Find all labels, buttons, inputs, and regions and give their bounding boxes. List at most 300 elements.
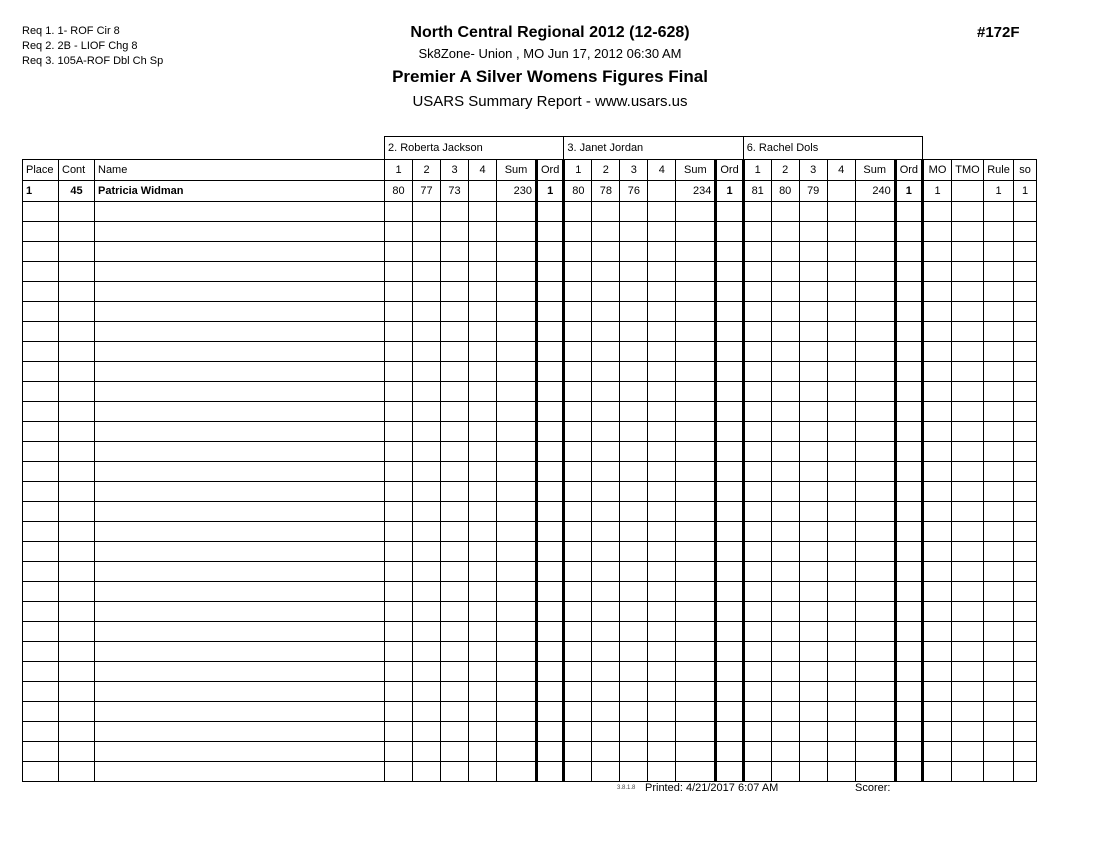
score-cell [564, 402, 592, 422]
ord-cell [716, 242, 743, 262]
score-cell [413, 262, 441, 282]
score-cell [469, 762, 497, 782]
ord-cell [537, 262, 564, 282]
cont-cell [59, 422, 95, 442]
score-cell [827, 562, 855, 582]
sum-cell [497, 222, 537, 242]
score-cell [385, 482, 413, 502]
score-cell [620, 682, 648, 702]
ord-cell [716, 382, 743, 402]
so-cell [1014, 282, 1037, 302]
score-cell [799, 642, 827, 662]
column-header: Ord [895, 160, 922, 181]
ord-cell [716, 762, 743, 782]
score-cell [620, 662, 648, 682]
score-cell [469, 362, 497, 382]
place-cell [23, 642, 59, 662]
sum-cell [676, 422, 716, 442]
score-cell [799, 342, 827, 362]
place-cell [23, 562, 59, 582]
score-cell [799, 662, 827, 682]
score-cell [827, 482, 855, 502]
ord-cell [895, 522, 922, 542]
score-cell [441, 302, 469, 322]
sum-cell [497, 542, 537, 562]
rule-cell [984, 242, 1014, 262]
score-cell [743, 762, 771, 782]
sum-cell [855, 762, 895, 782]
mo-cell [923, 262, 952, 282]
sum-cell [497, 462, 537, 482]
score-cell [469, 302, 497, 322]
judge-band-spacer-right [923, 137, 1037, 160]
score-cell [469, 502, 497, 522]
score-cell [413, 742, 441, 762]
score-cell [827, 742, 855, 762]
tmo-cell [952, 322, 984, 342]
score-cell [441, 562, 469, 582]
sum-cell [855, 382, 895, 402]
score-cell [592, 322, 620, 342]
mo-cell [923, 582, 952, 602]
score-cell [827, 522, 855, 542]
place-cell [23, 622, 59, 642]
so-cell [1014, 642, 1037, 662]
ord-cell [895, 282, 922, 302]
score-cell [385, 262, 413, 282]
ord-cell [537, 622, 564, 642]
score-cell [743, 622, 771, 642]
score-cell [648, 582, 676, 602]
score-cell [827, 542, 855, 562]
ord-cell [537, 742, 564, 762]
score-cell [648, 202, 676, 222]
name-cell [95, 642, 385, 662]
score-cell [827, 602, 855, 622]
column-header: 4 [648, 160, 676, 181]
score-cell [592, 482, 620, 502]
column-header: Rule [984, 160, 1014, 181]
score-cell [799, 762, 827, 782]
score-cell [592, 742, 620, 762]
place-cell [23, 582, 59, 602]
score-cell [385, 382, 413, 402]
score-cell [648, 502, 676, 522]
score-cell [441, 282, 469, 302]
score-cell [413, 322, 441, 342]
score-cell [469, 342, 497, 362]
sum-cell [676, 302, 716, 322]
score-cell [827, 342, 855, 362]
score-cell [771, 582, 799, 602]
column-header: 3 [441, 160, 469, 181]
score-cell [743, 642, 771, 662]
empty-row [23, 342, 1037, 362]
cont-cell [59, 282, 95, 302]
score-cell [413, 522, 441, 542]
score-cell [385, 222, 413, 242]
score-cell [413, 502, 441, 522]
rule-cell [984, 682, 1014, 702]
ord-cell [537, 322, 564, 342]
score-cell [469, 702, 497, 722]
score-cell: 73 [441, 181, 469, 202]
sum-cell [676, 262, 716, 282]
ord-cell [537, 402, 564, 422]
sum-cell [497, 402, 537, 422]
score-cell [385, 402, 413, 422]
so-cell [1014, 442, 1037, 462]
score-cell [441, 662, 469, 682]
score-cell [743, 502, 771, 522]
score-cell [441, 202, 469, 222]
score-cell [592, 202, 620, 222]
mo-cell [923, 442, 952, 462]
score-cell [441, 642, 469, 662]
cont-cell [59, 202, 95, 222]
score-cell [564, 622, 592, 642]
place-cell [23, 602, 59, 622]
ord-cell [895, 682, 922, 702]
score-cell [771, 202, 799, 222]
score-cell [620, 342, 648, 362]
score-cell [592, 422, 620, 442]
so-cell [1014, 622, 1037, 642]
score-cell [799, 602, 827, 622]
so-cell [1014, 322, 1037, 342]
score-cell [564, 342, 592, 362]
score-cell [413, 762, 441, 782]
ord-cell [537, 762, 564, 782]
score-cell [592, 262, 620, 282]
ord-cell [716, 402, 743, 422]
rule-cell [984, 502, 1014, 522]
rule-cell [984, 462, 1014, 482]
sum-cell [855, 662, 895, 682]
cont-cell [59, 682, 95, 702]
ord-cell [895, 482, 922, 502]
ord-cell [895, 362, 922, 382]
score-cell [385, 542, 413, 562]
score-cell [799, 682, 827, 702]
place-cell [23, 422, 59, 442]
score-cell [592, 542, 620, 562]
rule-cell [984, 742, 1014, 762]
place-cell: 1 [23, 181, 59, 202]
tmo-cell [952, 202, 984, 222]
sum-cell: 230 [497, 181, 537, 202]
score-cell [648, 482, 676, 502]
sum-cell [855, 502, 895, 522]
mo-cell [923, 402, 952, 422]
score-cell [441, 622, 469, 642]
sum-cell [676, 722, 716, 742]
name-cell [95, 482, 385, 502]
ord-cell [716, 422, 743, 442]
score-cell [385, 502, 413, 522]
cont-cell [59, 342, 95, 362]
score-cell [648, 442, 676, 462]
score-cell [827, 322, 855, 342]
score-cell [743, 442, 771, 462]
score-cell [592, 462, 620, 482]
ord-cell [716, 582, 743, 602]
name-cell [95, 662, 385, 682]
name-cell [95, 542, 385, 562]
name-cell [95, 242, 385, 262]
score-cell [743, 262, 771, 282]
so-cell [1014, 602, 1037, 622]
column-header: 4 [469, 160, 497, 181]
score-cell [564, 562, 592, 582]
tmo-cell [952, 582, 984, 602]
cont-cell [59, 302, 95, 322]
name-cell [95, 422, 385, 442]
score-cell [648, 422, 676, 442]
sum-cell [855, 422, 895, 442]
score-cell [771, 362, 799, 382]
score-cell [620, 582, 648, 602]
ord-cell [895, 722, 922, 742]
score-cell [827, 382, 855, 402]
score-cell [620, 302, 648, 322]
sum-cell [497, 762, 537, 782]
score-cell [799, 222, 827, 242]
score-cell [441, 702, 469, 722]
score-cell [648, 262, 676, 282]
place-cell [23, 702, 59, 722]
so-cell [1014, 742, 1037, 762]
score-cell [441, 262, 469, 282]
name-cell [95, 362, 385, 382]
score-cell [620, 502, 648, 522]
competition-title: North Central Regional 2012 (12-628) [410, 24, 690, 41]
so-cell [1014, 582, 1037, 602]
score-cell [413, 562, 441, 582]
score-cell [564, 362, 592, 382]
score-cell: 78 [592, 181, 620, 202]
ord-cell [716, 222, 743, 242]
score-cell: 76 [620, 181, 648, 202]
sum-cell [676, 702, 716, 722]
score-cell [413, 702, 441, 722]
venue-date-line: Sk8Zone- Union , MO Jun 17, 2012 06:30 AM [418, 46, 682, 61]
score-cell [620, 322, 648, 342]
score-cell [441, 402, 469, 422]
so-cell [1014, 382, 1037, 402]
cont-cell [59, 222, 95, 242]
score-cell [799, 202, 827, 222]
score-cell: 80 [564, 181, 592, 202]
score-cell [771, 222, 799, 242]
mo-cell [923, 362, 952, 382]
sum-cell [676, 562, 716, 582]
so-cell [1014, 342, 1037, 362]
score-cell [827, 422, 855, 442]
column-header: Ord [716, 160, 743, 181]
score-cell [648, 762, 676, 782]
score-cell [620, 542, 648, 562]
ord-cell [716, 282, 743, 302]
mo-cell [923, 662, 952, 682]
mo-cell [923, 682, 952, 702]
score-cell [469, 622, 497, 642]
sum-cell [855, 742, 895, 762]
score-cell [592, 442, 620, 462]
ord-cell [895, 302, 922, 322]
cont-cell [59, 542, 95, 562]
column-header: 4 [827, 160, 855, 181]
score-cell [799, 242, 827, 262]
score-cell [648, 302, 676, 322]
ord-cell [716, 202, 743, 222]
name-cell [95, 302, 385, 322]
score-cell [620, 402, 648, 422]
sum-cell [497, 262, 537, 282]
column-header: 2 [413, 160, 441, 181]
score-cell: 79 [799, 181, 827, 202]
place-cell [23, 342, 59, 362]
sum-cell [855, 322, 895, 342]
ord-cell [716, 462, 743, 482]
score-cell [385, 522, 413, 542]
score-cell [620, 602, 648, 622]
score-cell [799, 562, 827, 582]
so-cell [1014, 682, 1037, 702]
score-cell [648, 362, 676, 382]
column-header: Cont [59, 160, 95, 181]
score-cell [827, 362, 855, 382]
place-cell [23, 662, 59, 682]
score-cell [441, 762, 469, 782]
name-cell [95, 602, 385, 622]
mo-cell [923, 642, 952, 662]
empty-row [23, 382, 1037, 402]
cont-cell [59, 742, 95, 762]
score-cell [743, 282, 771, 302]
tmo-cell [952, 302, 984, 322]
tmo-cell [952, 382, 984, 402]
sum-cell [497, 642, 537, 662]
rule-cell [984, 222, 1014, 242]
so-cell [1014, 522, 1037, 542]
empty-row [23, 302, 1037, 322]
ord-cell [895, 502, 922, 522]
score-cell [648, 682, 676, 702]
empty-row [23, 462, 1037, 482]
score-cell [827, 222, 855, 242]
score-cell [827, 722, 855, 742]
name-cell [95, 342, 385, 362]
place-cell [23, 362, 59, 382]
score-cell [564, 582, 592, 602]
score-cell [799, 482, 827, 502]
score-cell [799, 522, 827, 542]
name-cell [95, 502, 385, 522]
ord-cell [537, 362, 564, 382]
score-cell [385, 702, 413, 722]
score-cell [564, 382, 592, 402]
score-cell [385, 662, 413, 682]
score-cell: 80 [771, 181, 799, 202]
mo-cell [923, 622, 952, 642]
ord-cell [537, 242, 564, 262]
score-cell [827, 702, 855, 722]
score-cell [648, 722, 676, 742]
ord-cell [716, 322, 743, 342]
tmo-cell [952, 442, 984, 462]
place-cell [23, 682, 59, 702]
score-cell [564, 242, 592, 262]
score-cell [620, 742, 648, 762]
sum-cell [676, 282, 716, 302]
mo-cell [923, 242, 952, 262]
judge-band-spacer-left [23, 137, 385, 160]
ord-cell [895, 602, 922, 622]
score-cell [441, 502, 469, 522]
score-cell [827, 642, 855, 662]
rule-cell [984, 522, 1014, 542]
score-cell [771, 562, 799, 582]
score-cell [385, 562, 413, 582]
sum-cell [676, 582, 716, 602]
sum-cell [676, 362, 716, 382]
empty-row [23, 582, 1037, 602]
ord-cell [537, 542, 564, 562]
rule-cell [984, 762, 1014, 782]
place-cell [23, 502, 59, 522]
name-cell [95, 622, 385, 642]
score-cell [385, 202, 413, 222]
tmo-cell [952, 662, 984, 682]
score-cell [592, 282, 620, 302]
event-number: #172F [977, 24, 1020, 41]
sum-cell [497, 382, 537, 402]
score-cell [592, 522, 620, 542]
cont-cell [59, 642, 95, 662]
ord-cell [537, 702, 564, 722]
score-cell [385, 322, 413, 342]
score-cell [564, 482, 592, 502]
ord-cell [716, 342, 743, 362]
sum-cell [676, 542, 716, 562]
score-cell [799, 322, 827, 342]
tmo-cell [952, 222, 984, 242]
empty-row [23, 422, 1037, 442]
mo-cell [923, 342, 952, 362]
score-cell [413, 402, 441, 422]
sum-cell [676, 222, 716, 242]
rule-cell [984, 282, 1014, 302]
score-cell [441, 722, 469, 742]
score-cell [799, 442, 827, 462]
empty-row [23, 322, 1037, 342]
ord-cell [895, 262, 922, 282]
cont-cell [59, 762, 95, 782]
place-cell [23, 202, 59, 222]
empty-row [23, 602, 1037, 622]
score-cell [799, 502, 827, 522]
sum-cell [497, 662, 537, 682]
name-cell [95, 222, 385, 242]
tmo-cell [952, 762, 984, 782]
score-cell [620, 442, 648, 462]
place-cell [23, 722, 59, 742]
score-cell [564, 742, 592, 762]
score-cell [620, 522, 648, 542]
score-cell [743, 542, 771, 562]
score-cell [827, 682, 855, 702]
